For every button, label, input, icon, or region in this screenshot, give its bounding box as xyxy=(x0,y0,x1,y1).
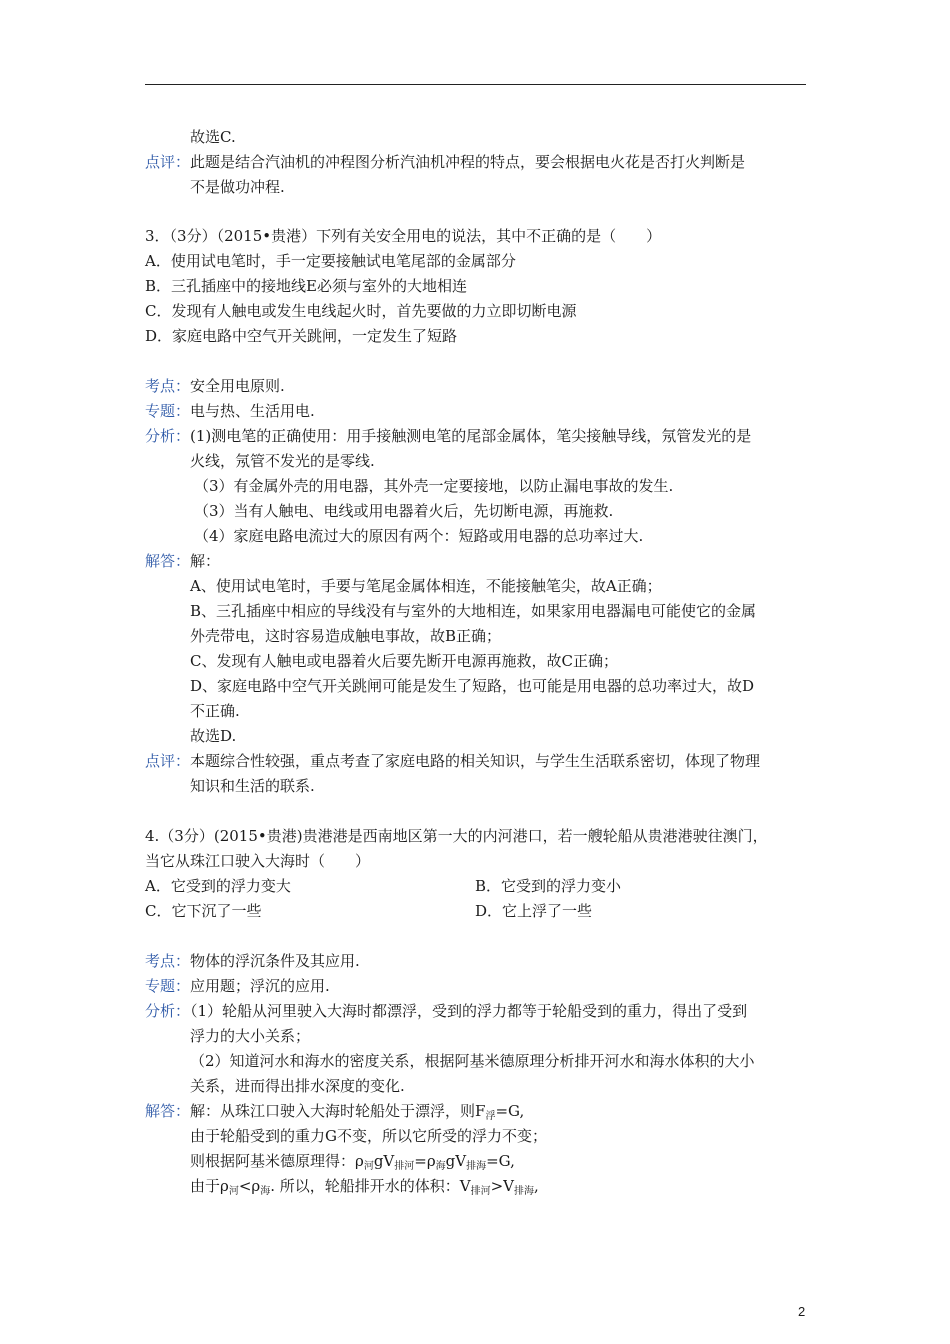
q4-jieda-line xyxy=(190,1151,515,1177)
q4-option-b: B．它受到的浮力变小 xyxy=(475,877,622,895)
zhuanti-tag: 专题： xyxy=(145,977,191,995)
subscript: 河 xyxy=(363,1161,374,1172)
q3-fenxi xyxy=(145,426,751,446)
q4-fenxi xyxy=(145,1001,747,1021)
comment-tag: 点评： xyxy=(145,153,191,171)
q4-jieda-line: 由于轮船受到的重力G不变，所以它所受的浮力不变； xyxy=(190,1127,547,1145)
q4-fenxi-line: 浮力的大小关系； xyxy=(190,1027,311,1045)
q4-option-c: C．它下沉了一些 xyxy=(145,902,262,920)
q3-jieda-line: 故选D. xyxy=(190,727,237,745)
dianping-line: 本题综合性较强，重点考查了家庭电路的相关知识，与学生生活联系密切，体现了物理 xyxy=(190,752,761,770)
q3-jieda-line: 不正确. xyxy=(190,702,240,720)
fenxi-tag: 分析： xyxy=(145,427,191,445)
kaodian-tag: 考点： xyxy=(145,952,191,970)
q3-jieda xyxy=(145,551,220,571)
q3-stem: 3．（3分）（2015•贵港）下列有关安全用电的说法，其中不正确的是（ ） xyxy=(145,227,662,245)
q3-zhuanti xyxy=(145,401,315,421)
jieda-text: , xyxy=(534,1177,539,1195)
jieda-tag: 解答： xyxy=(145,1102,191,1120)
kaodian-text: 安全用电原则. xyxy=(190,377,285,395)
q3-dianping xyxy=(145,751,760,771)
jieda-tag: 解答： xyxy=(145,552,191,570)
q3-jieda-line: 外壳带电，这时容易造成触电事故，故B正确； xyxy=(190,627,502,645)
kaodian-tag: 考点： xyxy=(145,377,191,395)
jieda-text: =ρ xyxy=(414,1152,436,1170)
fenxi-line: (1)测电笔的正确使用：用手接触测电笔的尾部金属体，笔尖接触导线，氖管发光的是 xyxy=(190,427,752,445)
subscript: 排河 xyxy=(394,1161,415,1172)
q3-jieda-line: B、三孔插座中相应的导线没有与室外的大地相连，如果家用电器漏电可能使它的金属 xyxy=(190,602,757,620)
jieda-text: =G, xyxy=(486,1152,515,1170)
jieda-first: 解： xyxy=(190,552,221,570)
header-rule xyxy=(145,84,806,85)
subscript: 浮 xyxy=(485,1111,496,1122)
jieda-text: 则根据阿基米德原理得：ρ xyxy=(190,1152,364,1170)
subscript: 海 xyxy=(435,1161,446,1172)
jieda-text: gV xyxy=(445,1152,467,1170)
q4-jieda xyxy=(145,1101,524,1127)
page-number: 2 xyxy=(798,1304,806,1319)
fenxi-tag: 分析： xyxy=(145,1002,191,1020)
subscript: 河 xyxy=(228,1186,239,1197)
dianping-tag: 点评： xyxy=(145,752,191,770)
zhuanti-tag: 专题： xyxy=(145,402,191,420)
q3-jieda-line: D、家庭电路中空气开关跳闸可能是发生了短路，也可能是用电器的总功率过大，故D xyxy=(190,677,755,695)
comment-text: 此题是结合汽油机的冲程图分析汽油机冲程的特点，要会根据电火花是否打火判断是 xyxy=(190,153,746,171)
q3-fenxi-line: （4）家庭电路电流过大的原因有两个：短路或用电器的总功率过大. xyxy=(194,527,644,545)
q4-option-a: A．它受到的浮力变大 xyxy=(145,877,291,895)
jieda-text: 解：从珠江口驶入大海时轮船处于漂浮，则F xyxy=(190,1102,486,1120)
q4-stem-cont: 当它从珠江口驶入大海时（ ） xyxy=(145,852,371,870)
prev-conclusion: 故选C. xyxy=(190,128,236,146)
subscript: 排海 xyxy=(466,1161,487,1172)
jieda-text: 由于ρ xyxy=(190,1177,229,1195)
q3-jieda-line: C、发现有人触电或电器着火后要先断开电源再施救，故C正确； xyxy=(190,652,618,670)
jieda-text: <ρ xyxy=(238,1177,261,1195)
jieda-text: >V xyxy=(490,1177,514,1195)
q3-option-c: C．发现有人触电或发生电线起火时，首先要做的力立即切断电源 xyxy=(145,302,577,320)
kaodian-text: 物体的浮沉条件及其应用. xyxy=(190,952,360,970)
subscript: 排海 xyxy=(514,1186,534,1197)
q4-fenxi-line: 关系，进而得出排水深度的变化. xyxy=(190,1077,405,1095)
q4-zhuanti xyxy=(145,976,330,996)
prev-comment xyxy=(145,152,745,172)
q3-fenxi-line: 火线，氖管不发光的是零线. xyxy=(190,452,375,470)
zhuanti-text: 电与热、生活用电. xyxy=(190,402,315,420)
q4-stem: 4.（3分）(2015•贵港)贵港港是西南地区第一大的内河港口，若一艘轮船从贵港港驶往澳门， xyxy=(145,827,768,845)
q3-jieda-line: A、使用试电笔时，手要与笔尾金属体相连，不能接触笔尖，故A正确； xyxy=(190,577,662,595)
q3-fenxi-line: （3）当有人触电、电线或用电器着火后，先切断电源，再施救. xyxy=(194,502,614,520)
q4-jieda-line xyxy=(190,1176,539,1202)
q3-fenxi-line: （3）有金属外壳的用电器，其外壳一定要接地，以防止漏电事故的发生. xyxy=(194,477,674,495)
fenxi-line: （1）轮船从河里驶入大海时都漂浮，受到的浮力都等于轮船受到的重力，得出了受到 xyxy=(190,1002,748,1020)
q3-option-b: B．三孔插座中的接地线E必须与室外的大地相连 xyxy=(145,277,467,295)
q4-kaodian xyxy=(145,951,360,971)
subscript: 排河 xyxy=(470,1186,491,1197)
q4-option-d: D．它上浮了一些 xyxy=(475,902,593,920)
q3-dianping-line: 知识和生活的联系. xyxy=(190,777,315,795)
zhuanti-text: 应用题；浮沉的应用. xyxy=(190,977,330,995)
jieda-text: =G, xyxy=(495,1102,525,1120)
q3-option-a: A．使用试电笔时，手一定要接触试电笔尾部的金属部分 xyxy=(145,252,516,270)
subscript: 海 xyxy=(260,1186,271,1197)
q4-fenxi-line: （2）知道河水和海水的密度关系，根据阿基米德原理分析排开河水和海水体积的大小 xyxy=(190,1052,755,1070)
jieda-text: . 所以，轮船排开水的体积：V xyxy=(270,1177,471,1195)
q3-kaodian xyxy=(145,376,285,396)
jieda-text: gV xyxy=(373,1152,395,1170)
q3-option-d: D．家庭电路中空气开关跳闸，一定发生了短路 xyxy=(145,327,458,345)
prev-comment-cont: 不是做功冲程. xyxy=(190,178,285,196)
